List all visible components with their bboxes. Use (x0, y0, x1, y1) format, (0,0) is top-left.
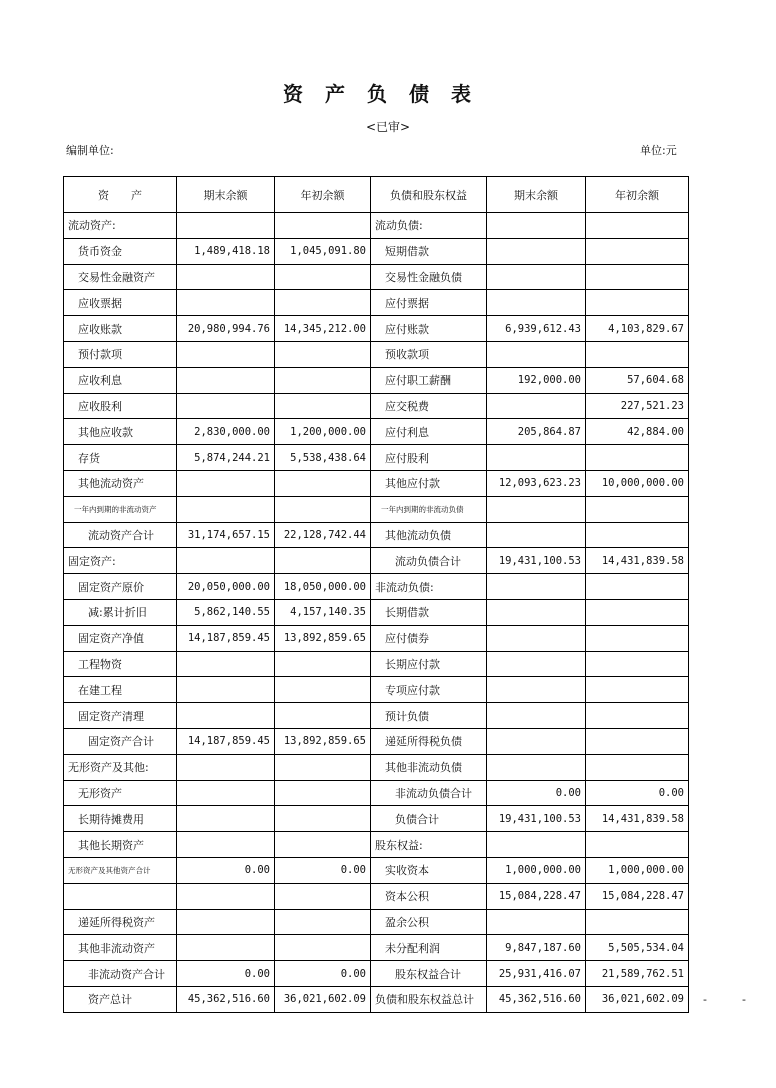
liability-begin-balance: 14,431,839.58 (586, 548, 689, 574)
asset-end-balance (177, 470, 275, 496)
liability-item-label: 一年内到期的非流动负债 (371, 496, 487, 522)
liability-item-label: 应付票据 (371, 290, 487, 316)
liability-end-balance (487, 599, 586, 625)
table-row (64, 909, 689, 935)
asset-item-label: 其他流动资产 (64, 470, 177, 496)
liability-end-balance (487, 213, 586, 239)
table-row (64, 393, 689, 419)
asset-item-label (64, 883, 177, 909)
table-row (64, 754, 689, 780)
asset-item-label: 无形资产及其他: (64, 754, 177, 780)
liability-end-balance (487, 496, 586, 522)
asset-end-balance (177, 935, 275, 961)
asset-item-label: 流动资产合计 (64, 522, 177, 548)
header-asset-begin-balance: 年初余额 (275, 177, 371, 213)
page-title: 资产负债表 (283, 82, 493, 106)
liability-begin-balance: 1,000,000.00 (586, 857, 689, 883)
asset-item-label: 货币资金 (64, 238, 177, 264)
liability-item-label: 预计负债 (371, 703, 487, 729)
liability-end-balance: 9,847,187.60 (487, 935, 586, 961)
liability-end-balance (487, 341, 586, 367)
asset-item-label: 流动资产: (64, 213, 177, 239)
liability-end-balance (487, 703, 586, 729)
liability-begin-balance: 4,103,829.67 (586, 316, 689, 342)
liability-item-label: 负债和股东权益总计 (371, 986, 487, 1012)
asset-begin-balance (275, 832, 371, 858)
table-row (64, 522, 689, 548)
asset-begin-balance: 22,128,742.44 (275, 522, 371, 548)
asset-item-label: 应收账款 (64, 316, 177, 342)
asset-begin-balance (275, 935, 371, 961)
liability-end-balance: 45,362,516.60 (487, 986, 586, 1012)
table-row (64, 883, 689, 909)
asset-item-label: 其他长期资产 (64, 832, 177, 858)
table-row (64, 264, 689, 290)
asset-end-balance (177, 754, 275, 780)
asset-begin-balance (275, 470, 371, 496)
table-row (64, 341, 689, 367)
liability-end-balance: 12,093,623.23 (487, 470, 586, 496)
asset-item-label: 交易性金融资产 (64, 264, 177, 290)
liability-begin-balance (586, 341, 689, 367)
table-row (64, 703, 689, 729)
asset-item-label: 其他应收款 (64, 419, 177, 445)
liability-begin-balance (586, 574, 689, 600)
liability-end-balance (487, 754, 586, 780)
liability-item-label: 交易性金融负债 (371, 264, 487, 290)
asset-end-balance: 0.00 (177, 857, 275, 883)
table-row (64, 677, 689, 703)
table-row (64, 857, 689, 883)
liability-item-label: 应付账款 (371, 316, 487, 342)
table-row (64, 470, 689, 496)
table-row (64, 961, 689, 987)
asset-item-label: 无形资产及其他资产合计 (64, 857, 177, 883)
asset-item-label: 无形资产 (64, 780, 177, 806)
table-row (64, 780, 689, 806)
asset-end-balance: 20,980,994.76 (177, 316, 275, 342)
asset-begin-balance: 13,892,859.65 (275, 728, 371, 754)
liability-end-balance: 205,864.87 (487, 419, 586, 445)
liability-end-balance (487, 677, 586, 703)
asset-begin-balance (275, 806, 371, 832)
trailing-mark: - (742, 993, 746, 1006)
liability-end-balance (487, 574, 586, 600)
liability-end-balance (487, 625, 586, 651)
liability-item-label: 盈余公积 (371, 909, 487, 935)
liability-item-label: 应付职工薪酬 (371, 367, 487, 393)
asset-begin-balance: 13,892,859.65 (275, 625, 371, 651)
asset-begin-balance: 0.00 (275, 857, 371, 883)
asset-begin-balance (275, 703, 371, 729)
asset-end-balance (177, 677, 275, 703)
asset-begin-balance: 0.00 (275, 961, 371, 987)
asset-begin-balance: 36,021,602.09 (275, 986, 371, 1012)
asset-end-balance: 5,874,244.21 (177, 445, 275, 471)
asset-item-label: 固定资产合计 (64, 728, 177, 754)
asset-begin-balance: 4,157,140.35 (275, 599, 371, 625)
asset-end-balance: 14,187,859.45 (177, 728, 275, 754)
liability-begin-balance: 14,431,839.58 (586, 806, 689, 832)
table-row (64, 986, 689, 1012)
asset-end-balance (177, 651, 275, 677)
table-row (64, 574, 689, 600)
asset-item-label: 应收利息 (64, 367, 177, 393)
asset-begin-balance (275, 883, 371, 909)
trailing-mark: - (703, 993, 707, 1006)
liability-end-balance: 19,431,100.53 (487, 806, 586, 832)
table-row (64, 599, 689, 625)
asset-item-label: 存货 (64, 445, 177, 471)
asset-end-balance: 1,489,418.18 (177, 238, 275, 264)
asset-end-balance (177, 832, 275, 858)
table-row (64, 548, 689, 574)
table-header-row (64, 177, 689, 213)
liability-item-label: 流动负债: (371, 213, 487, 239)
asset-item-label: 一年内到期的非流动资产 (64, 496, 177, 522)
liability-end-balance (487, 238, 586, 264)
asset-end-balance (177, 548, 275, 574)
liability-item-label: 专项应付款 (371, 677, 487, 703)
header-liabilities-equity: 负债和股东权益 (371, 177, 487, 213)
liability-item-label: 股东权益: (371, 832, 487, 858)
asset-end-balance (177, 780, 275, 806)
asset-item-label: 工程物资 (64, 651, 177, 677)
asset-item-label: 固定资产净值 (64, 625, 177, 651)
table-row (64, 832, 689, 858)
liability-begin-balance (586, 651, 689, 677)
asset-end-balance (177, 264, 275, 290)
asset-begin-balance: 1,200,000.00 (275, 419, 371, 445)
asset-begin-balance: 14,345,212.00 (275, 316, 371, 342)
asset-item-label: 固定资产: (64, 548, 177, 574)
liability-end-balance (487, 264, 586, 290)
liability-item-label: 短期借款 (371, 238, 487, 264)
table-row (64, 419, 689, 445)
table-row (64, 238, 689, 264)
table-row (64, 496, 689, 522)
liability-item-label: 流动负债合计 (371, 548, 487, 574)
asset-item-label: 固定资产清理 (64, 703, 177, 729)
table-row (64, 935, 689, 961)
liability-begin-balance (586, 290, 689, 316)
asset-end-balance: 5,862,140.55 (177, 599, 275, 625)
asset-item-label: 应收股利 (64, 393, 177, 419)
asset-end-balance (177, 290, 275, 316)
asset-item-label: 应收票据 (64, 290, 177, 316)
liability-item-label: 资本公积 (371, 883, 487, 909)
liability-begin-balance: 21,589,762.51 (586, 961, 689, 987)
liability-end-balance (487, 651, 586, 677)
asset-end-balance: 0.00 (177, 961, 275, 987)
asset-item-label: 递延所得税资产 (64, 909, 177, 935)
asset-begin-balance (275, 754, 371, 780)
asset-end-balance (177, 883, 275, 909)
asset-end-balance: 2,830,000.00 (177, 419, 275, 445)
liability-begin-balance (586, 522, 689, 548)
asset-end-balance: 45,362,516.60 (177, 986, 275, 1012)
table-row (64, 728, 689, 754)
liability-begin-balance: 227,521.23 (586, 393, 689, 419)
asset-begin-balance (275, 290, 371, 316)
asset-end-balance (177, 367, 275, 393)
liability-begin-balance (586, 445, 689, 471)
liability-end-balance (487, 728, 586, 754)
liability-item-label: 其他流动负债 (371, 522, 487, 548)
liability-item-label: 负债合计 (371, 806, 487, 832)
liability-begin-balance (586, 213, 689, 239)
table-row (64, 290, 689, 316)
liability-end-balance (487, 393, 586, 419)
liability-begin-balance: 15,084,228.47 (586, 883, 689, 909)
liability-item-label: 应付股利 (371, 445, 487, 471)
liability-begin-balance: 36,021,602.09 (586, 986, 689, 1012)
asset-begin-balance: 18,050,000.00 (275, 574, 371, 600)
liability-end-balance: 25,931,416.07 (487, 961, 586, 987)
liability-begin-balance: 42,884.00 (586, 419, 689, 445)
liability-begin-balance (586, 599, 689, 625)
asset-begin-balance (275, 496, 371, 522)
header-liab-begin-balance: 年初余额 (586, 177, 689, 213)
asset-item-label: 其他非流动资产 (64, 935, 177, 961)
liability-begin-balance (586, 496, 689, 522)
liability-item-label: 长期借款 (371, 599, 487, 625)
liability-begin-balance (586, 703, 689, 729)
asset-item-label: 在建工程 (64, 677, 177, 703)
liability-item-label: 股东权益合计 (371, 961, 487, 987)
liability-end-balance (487, 832, 586, 858)
liability-end-balance: 192,000.00 (487, 367, 586, 393)
liability-end-balance (487, 522, 586, 548)
table-row (64, 316, 689, 342)
liability-item-label: 实收资本 (371, 857, 487, 883)
liability-begin-balance: 10,000,000.00 (586, 470, 689, 496)
liability-end-balance: 19,431,100.53 (487, 548, 586, 574)
liability-item-label: 非流动负债: (371, 574, 487, 600)
asset-begin-balance (275, 393, 371, 419)
asset-item-label: 固定资产原价 (64, 574, 177, 600)
asset-begin-balance: 1,045,091.80 (275, 238, 371, 264)
asset-begin-balance (275, 213, 371, 239)
asset-end-balance (177, 806, 275, 832)
asset-begin-balance (275, 367, 371, 393)
liability-begin-balance: 57,604.68 (586, 367, 689, 393)
asset-end-balance (177, 703, 275, 729)
liability-begin-balance: 0.00 (586, 780, 689, 806)
balance-sheet-table (63, 176, 689, 1013)
liability-begin-balance (586, 832, 689, 858)
asset-begin-balance (275, 548, 371, 574)
liability-item-label: 应交税费 (371, 393, 487, 419)
liability-item-label: 应付债券 (371, 625, 487, 651)
asset-item-label: 减:累计折旧 (64, 599, 177, 625)
liability-begin-balance (586, 264, 689, 290)
asset-item-label: 预付款项 (64, 341, 177, 367)
table-row (64, 213, 689, 239)
asset-end-balance (177, 496, 275, 522)
liability-begin-balance (586, 677, 689, 703)
asset-item-label: 长期待摊费用 (64, 806, 177, 832)
liability-item-label: 非流动负债合计 (371, 780, 487, 806)
liability-end-balance (487, 290, 586, 316)
asset-item-label: 非流动资产合计 (64, 961, 177, 987)
liability-begin-balance (586, 754, 689, 780)
unit-label: 单位:元 (640, 144, 677, 157)
asset-begin-balance (275, 341, 371, 367)
asset-end-balance: 31,174,657.15 (177, 522, 275, 548)
liability-end-balance: 1,000,000.00 (487, 857, 586, 883)
prepared-by-label: 编制单位: (66, 144, 114, 157)
asset-begin-balance (275, 264, 371, 290)
asset-item-label: 资产总计 (64, 986, 177, 1012)
asset-begin-balance (275, 677, 371, 703)
liability-begin-balance (586, 625, 689, 651)
table-row (64, 625, 689, 651)
liability-begin-balance (586, 238, 689, 264)
asset-end-balance: 14,187,859.45 (177, 625, 275, 651)
liability-end-balance: 6,939,612.43 (487, 316, 586, 342)
asset-begin-balance: 5,538,438.64 (275, 445, 371, 471)
header-liab-end-balance: 期末余额 (487, 177, 586, 213)
asset-begin-balance (275, 909, 371, 935)
table-row (64, 367, 689, 393)
table-row (64, 651, 689, 677)
liability-end-balance (487, 445, 586, 471)
asset-end-balance: 20,050,000.00 (177, 574, 275, 600)
header-assets: 资 产 (64, 177, 177, 213)
liability-item-label: 递延所得税负债 (371, 728, 487, 754)
liability-item-label: 预收款项 (371, 341, 487, 367)
liability-begin-balance (586, 728, 689, 754)
audit-status: <已审> (365, 120, 411, 134)
table-row (64, 806, 689, 832)
table-row (64, 445, 689, 471)
liability-item-label: 其他应付款 (371, 470, 487, 496)
liability-end-balance (487, 909, 586, 935)
liability-item-label: 应付利息 (371, 419, 487, 445)
header-asset-end-balance: 期末余额 (177, 177, 275, 213)
asset-begin-balance (275, 651, 371, 677)
asset-end-balance (177, 341, 275, 367)
asset-end-balance (177, 213, 275, 239)
liability-item-label: 长期应付款 (371, 651, 487, 677)
asset-end-balance (177, 909, 275, 935)
asset-begin-balance (275, 780, 371, 806)
liability-begin-balance: 5,505,534.04 (586, 935, 689, 961)
liability-begin-balance (586, 909, 689, 935)
asset-end-balance (177, 393, 275, 419)
liability-end-balance: 0.00 (487, 780, 586, 806)
liability-end-balance: 15,084,228.47 (487, 883, 586, 909)
liability-item-label: 其他非流动负债 (371, 754, 487, 780)
liability-item-label: 未分配利润 (371, 935, 487, 961)
